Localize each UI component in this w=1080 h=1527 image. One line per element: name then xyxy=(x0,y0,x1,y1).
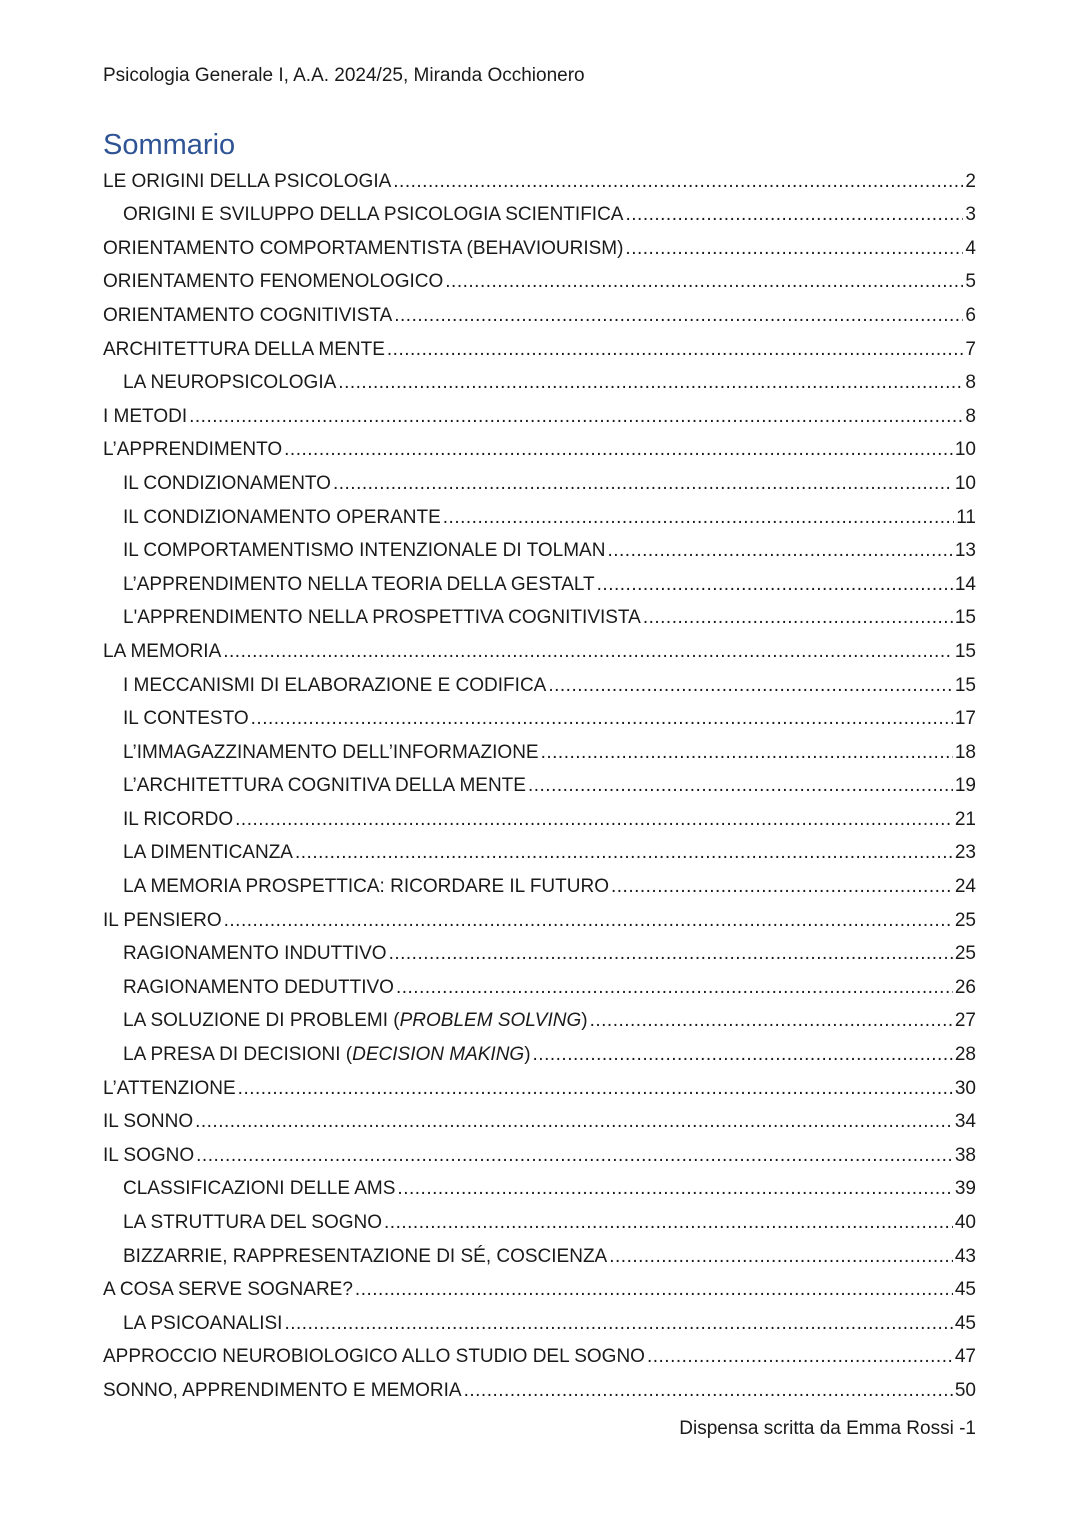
toc-entry-label: L’IMMAGAZZINAMENTO DELL’INFORMAZIONE xyxy=(123,741,539,763)
toc-entry-label-italic: PROBLEM SOLVING xyxy=(399,1010,582,1032)
toc-entry[interactable] xyxy=(103,966,976,1000)
toc-entry-label xyxy=(123,1043,531,1067)
toc-entry[interactable] xyxy=(103,429,976,463)
toc-entry[interactable] xyxy=(103,1336,976,1370)
toc-entry[interactable] xyxy=(103,1101,976,1135)
page-header: Psicologia Generale I, A.A. 2024/25, Miranda Occhionero xyxy=(103,65,585,86)
dot-leader xyxy=(464,1379,953,1403)
dot-leader xyxy=(338,371,963,395)
dot-leader xyxy=(384,1211,953,1235)
dot-leader xyxy=(238,1077,953,1101)
toc-entry[interactable] xyxy=(103,160,976,194)
table-of-contents xyxy=(103,160,976,1403)
toc-entry[interactable] xyxy=(103,227,976,261)
toc-entry-label-part: ) xyxy=(581,1010,588,1032)
dot-leader xyxy=(394,304,963,328)
toc-entry-label: L'APPRENDIMENTO NELLA PROSPETTIVA COGNITIVISTA xyxy=(123,607,641,629)
toc-entry[interactable] xyxy=(103,328,976,362)
toc-entry-label: BIZZARRIE, RAPPRESENTAZIONE DI SÉ, COSCIENZA xyxy=(123,1245,608,1267)
toc-entry[interactable] xyxy=(103,1033,976,1067)
toc-entry[interactable] xyxy=(103,865,976,899)
toc-page-number: 15 xyxy=(954,640,976,662)
toc-page-number: 24 xyxy=(954,876,976,898)
toc-entry-label xyxy=(123,1009,588,1033)
toc-page-number: 50 xyxy=(954,1379,976,1401)
toc-page-number: 10 xyxy=(954,472,976,494)
toc-entry-label: LA MEMORIA xyxy=(103,640,222,662)
dot-leader xyxy=(195,1110,953,1134)
toc-entry[interactable] xyxy=(103,698,976,732)
toc-entry-label: ORIENTAMENTO FENOMENOLOGICO xyxy=(103,271,444,293)
toc-page-number: 18 xyxy=(954,741,976,763)
toc-entry[interactable] xyxy=(103,765,976,799)
toc-entry-label: IL CONTESTO xyxy=(123,708,249,730)
toc-page-number: 8 xyxy=(965,372,976,394)
toc-entry-label: ORIENTAMENTO COMPORTAMENTISTA (BEHAVIOURISM) xyxy=(103,237,624,259)
toc-entry-label: I MECCANISMI DI ELABORAZIONE E CODIFICA xyxy=(123,674,547,696)
toc-entry[interactable] xyxy=(103,1168,976,1202)
toc-page-number: 10 xyxy=(954,439,976,461)
toc-entry-label: A COSA SERVE SOGNARE? xyxy=(103,1279,353,1301)
toc-page-number: 3 xyxy=(965,204,976,226)
toc-page-number: 40 xyxy=(954,1212,976,1233)
toc-page-number: 15 xyxy=(954,607,976,629)
toc-page-number: 28 xyxy=(954,1044,976,1066)
toc-entry[interactable] xyxy=(103,1269,976,1303)
toc-entry[interactable] xyxy=(103,630,976,664)
dot-leader xyxy=(295,841,953,865)
toc-entry[interactable] xyxy=(103,899,976,933)
toc-page-number: 23 xyxy=(954,842,976,864)
dot-leader xyxy=(541,741,953,765)
toc-entry-label: IL CONDIZIONAMENTO OPERANTE xyxy=(123,506,441,528)
toc-page-number: 21 xyxy=(954,808,976,830)
toc-page-number: 47 xyxy=(954,1346,976,1368)
toc-entry-label: LA MEMORIA PROSPETTICA: RICORDARE IL FUTURO xyxy=(123,876,609,898)
dot-leader xyxy=(251,707,953,731)
dot-leader xyxy=(609,1245,953,1269)
toc-page-number: 15 xyxy=(954,674,976,696)
toc-page-number: 5 xyxy=(965,271,976,293)
dot-leader xyxy=(284,438,953,462)
toc-page-number: 26 xyxy=(954,976,976,998)
dot-leader xyxy=(224,909,953,933)
toc-page-number: 45 xyxy=(954,1279,976,1301)
toc-title: Sommario xyxy=(103,129,236,161)
toc-entry[interactable] xyxy=(103,1000,976,1034)
toc-entry[interactable] xyxy=(103,530,976,564)
toc-entry[interactable] xyxy=(103,563,976,597)
toc-entry-label: L’ATTENZIONE xyxy=(103,1077,236,1099)
toc-page-number: 13 xyxy=(954,540,976,562)
toc-entry-label: LA DIMENTICANZA xyxy=(123,842,293,864)
toc-entry[interactable] xyxy=(103,1235,976,1269)
dot-leader xyxy=(597,573,953,597)
toc-page-number: 30 xyxy=(954,1077,976,1099)
dot-leader xyxy=(647,1345,953,1369)
dot-leader xyxy=(235,808,953,832)
toc-entry-label: IL SOGNO xyxy=(103,1144,195,1166)
toc-page-number: 19 xyxy=(954,775,976,797)
toc-page-number: 34 xyxy=(954,1111,976,1133)
toc-entry-label: LE ORIGINI DELLA PSICOLOGIA xyxy=(103,170,392,192)
dot-leader xyxy=(393,170,963,194)
dot-leader xyxy=(397,1177,952,1201)
dot-leader xyxy=(528,774,953,798)
toc-page-number: 6 xyxy=(965,304,976,326)
dot-leader xyxy=(607,539,952,563)
dot-leader xyxy=(445,270,963,294)
toc-entry-label: L’APPRENDIMENTO xyxy=(103,439,283,461)
dot-leader xyxy=(643,606,953,630)
toc-entry-label: I METODI xyxy=(103,405,188,427)
toc-entry[interactable] xyxy=(103,1067,976,1101)
toc-page-number: 25 xyxy=(954,943,976,965)
toc-entry-label-part: ) xyxy=(524,1044,531,1066)
toc-entry[interactable] xyxy=(103,261,976,295)
toc-entry[interactable] xyxy=(103,1302,976,1336)
toc-entry-label-part: LA SOLUZIONE DI PROBLEMI ( xyxy=(123,1010,400,1032)
toc-page-number: 39 xyxy=(954,1178,976,1200)
toc-entry-label-italic: DECISION MAKING xyxy=(352,1044,525,1066)
toc-page-number: 27 xyxy=(954,1010,976,1032)
toc-page-number: 25 xyxy=(954,909,976,931)
dot-leader xyxy=(189,405,963,429)
dot-leader xyxy=(533,1043,953,1067)
toc-entry-label: IL RICORDO xyxy=(123,808,234,830)
dot-leader xyxy=(333,472,953,496)
toc-entry-label: IL PENSIERO xyxy=(103,909,222,931)
toc-entry-label: ARCHITETTURA DELLA MENTE xyxy=(103,338,385,360)
toc-entry-label: ORIGINI E SVILUPPO DELLA PSICOLOGIA SCIENTIFICA xyxy=(123,204,624,226)
toc-entry[interactable] xyxy=(103,597,976,631)
toc-entry[interactable] xyxy=(103,1201,976,1235)
toc-entry-label: APPROCCIO NEUROBIOLOGICO ALLO STUDIO DEL SOGNO xyxy=(103,1346,645,1368)
dot-leader xyxy=(355,1278,953,1302)
dot-leader xyxy=(223,640,953,664)
toc-entry[interactable] xyxy=(103,832,976,866)
toc-entry[interactable] xyxy=(103,664,976,698)
toc-entry-label: IL SONNO xyxy=(103,1111,194,1133)
dot-leader xyxy=(590,1009,953,1033)
toc-entry[interactable] xyxy=(103,1134,976,1168)
toc-entry[interactable] xyxy=(103,496,976,530)
toc-entry[interactable] xyxy=(103,462,976,496)
toc-page-number: 14 xyxy=(954,573,976,595)
toc-entry-label: RAGIONAMENTO DEDUTTIVO xyxy=(123,976,394,998)
toc-entry-label: SONNO, APPRENDIMENTO E MEMORIA xyxy=(103,1379,462,1401)
dot-leader xyxy=(396,976,953,1000)
toc-entry[interactable] xyxy=(103,933,976,967)
toc-entry[interactable] xyxy=(103,362,976,396)
dot-leader xyxy=(196,1144,953,1168)
dot-leader xyxy=(284,1312,952,1336)
toc-page-number: 2 xyxy=(965,170,976,192)
toc-page-number: 17 xyxy=(954,708,976,730)
dot-leader xyxy=(611,875,953,899)
toc-page-number: 45 xyxy=(954,1312,976,1334)
toc-page-number: 43 xyxy=(954,1245,976,1267)
toc-page-number: 38 xyxy=(954,1144,976,1166)
toc-entry[interactable] xyxy=(103,294,976,328)
toc-entry[interactable] xyxy=(103,1369,976,1403)
toc-entry-label: ORIENTAMENTO COGNITIVISTA xyxy=(103,304,393,326)
toc-page-number: 11 xyxy=(956,506,976,528)
toc-entry-label: CLASSIFICAZIONI DELLE AMS xyxy=(123,1178,396,1200)
toc-entry-label: LA NEUROPSICOLOGIA xyxy=(123,372,337,394)
toc-page-number: 8 xyxy=(965,405,976,427)
toc-page-number: 4 xyxy=(965,237,976,259)
toc-entry-label: L’ARCHITETTURA COGNITIVA DELLA MENTE xyxy=(123,775,526,797)
toc-entry-label-part: LA PRESA DI DECISIONI ( xyxy=(123,1044,353,1066)
toc-entry[interactable] xyxy=(103,395,976,429)
page-footer: Dispensa scritta da Emma Rossi -1 xyxy=(679,1418,976,1439)
toc-entry-label: LA STRUTTURA DEL SOGNO xyxy=(123,1212,383,1233)
toc-entry[interactable] xyxy=(103,194,976,228)
toc-entry[interactable] xyxy=(103,798,976,832)
dot-leader xyxy=(443,506,955,530)
toc-entry-label: IL COMPORTAMENTISMO INTENZIONALE DI TOLMAN xyxy=(123,540,606,562)
toc-entry-label: RAGIONAMENTO INDUTTIVO xyxy=(123,943,387,965)
toc-entry-label: L’APPRENDIMENTO NELLA TEORIA DELLA GESTALT xyxy=(123,573,595,595)
dot-leader xyxy=(548,674,953,698)
toc-entry-label: LA PSICOANALISI xyxy=(123,1312,283,1334)
dot-leader xyxy=(625,203,963,227)
dot-leader xyxy=(387,338,964,362)
dot-leader xyxy=(389,942,953,966)
dot-leader xyxy=(625,237,963,261)
toc-page-number: 7 xyxy=(965,338,976,360)
toc-entry[interactable] xyxy=(103,731,976,765)
toc-entry-label: IL CONDIZIONAMENTO xyxy=(123,472,331,494)
